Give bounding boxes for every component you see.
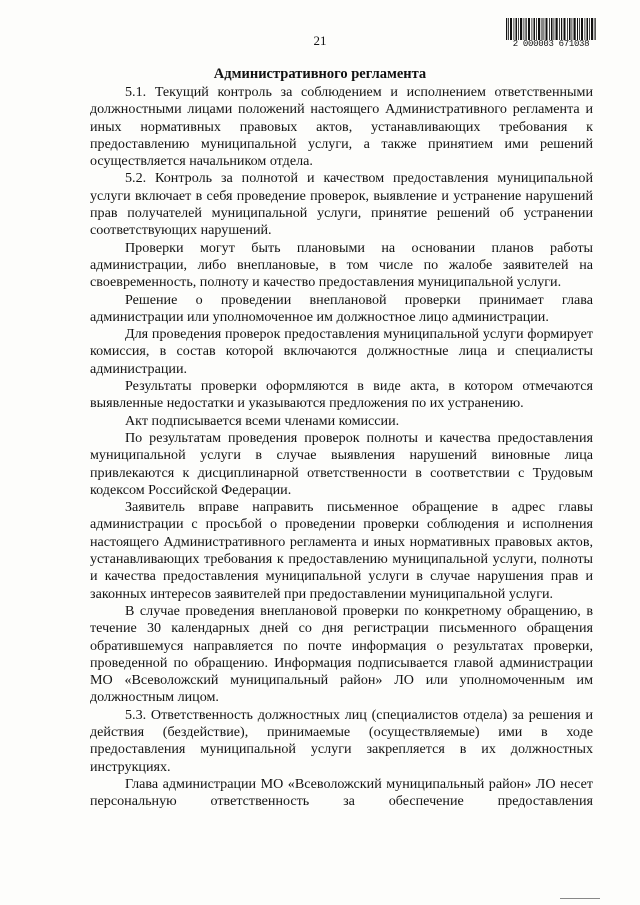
paragraph: Результаты проверки оформляются в виде акта, в котором отмечаются выявленные недостатки и указываются предложения по их устранению. <box>90 378 593 412</box>
paragraph: Проверки могут быть плановыми на основании планов работы администрации, либо внеплановые, в том числе по жалобе заявителей на своевременность, полноту и качество предоставления муниципальной услуги. <box>90 239 593 291</box>
paragraph: Заявитель вправе направить письменное обращение в адрес главы администрации с просьбой о проведении проверки соблюдения и исполнения настоящего Административного регламента и иных нормативных правовых актов, устанавливающих требования к предоставлению муниципальной услуги, полноты и качества предоставления муниципальной услуги в случае нарушения прав и законных интересов заявителей при предоставлении муниципальной услуги. <box>90 499 593 602</box>
paragraph: Глава администрации МО «Всеволожский муниципальный район» ЛО несет персональную ответственность за обеспечение предоставления <box>90 775 593 810</box>
document-body <box>90 84 593 810</box>
page-number: 21 <box>313 33 327 48</box>
barcode <box>505 18 597 48</box>
paragraph: Для проведения проверок предоставления муниципальной услуги формирует комиссия, в состав которой включаются должностные лица и специалисты администрации. <box>90 326 593 377</box>
document-heading: Административного регламента <box>213 66 427 82</box>
paragraph: По результатам проведения проверок полноты и качества предоставления муниципальной услуги в случае выявления нарушений виновные лица привлекаются к дисциплинарной ответственности в соответствии с Трудовым кодексом Российской Федерации. <box>90 429 593 498</box>
paragraph-5-1: 5.1. Текущий контроль за соблюдением и исполнением ответственными должностными лицами положений настоящего Административного регламента и иных нормативных правовых актов, устанавливающих требования к предоставлению муниципальной услуги, а также принятием ими решений осуществляется начальником отдела. <box>90 84 593 170</box>
paragraph-5-3: 5.3. Ответственность должностных лиц (специалистов отдела) за решения и действия (бездействие), принимаемые (осуществляемые) ими в ходе предоставления муниципальной услуги закрепляется в их должностных инструкциях. <box>90 706 593 775</box>
paragraph: В случае проведения внеплановой проверки по конкретному обращению, в течение 30 календарных дней со дня регистрации письменного обращения обратившемуся направляется по почте информация о результатах проверки, проведенной по обращению. Информация подписывается главой администрации МО «Всеволожский муниципальный район» ЛО или уполномоченным им должностным лицом. <box>90 602 593 706</box>
paragraph: Акт подписывается всеми членами комиссии. <box>125 412 400 429</box>
paragraph-5-2: 5.2. Контроль за полнотой и качеством предоставления муниципальной услуги включает в себя проведение проверок, выявление и устранение нарушений прав получателей муниципальной услуги, принятие решений об устранении соответствующих нарушений. <box>90 170 593 239</box>
barcode-number: 2 000003 671038 <box>512 39 590 49</box>
bottom-edge-mark <box>560 898 600 899</box>
barcode-bars <box>505 18 597 40</box>
paragraph: Решение о проведении внеплановой проверки принимает глава администрации или уполномоченное им должностное лицо администрации. <box>90 291 593 325</box>
